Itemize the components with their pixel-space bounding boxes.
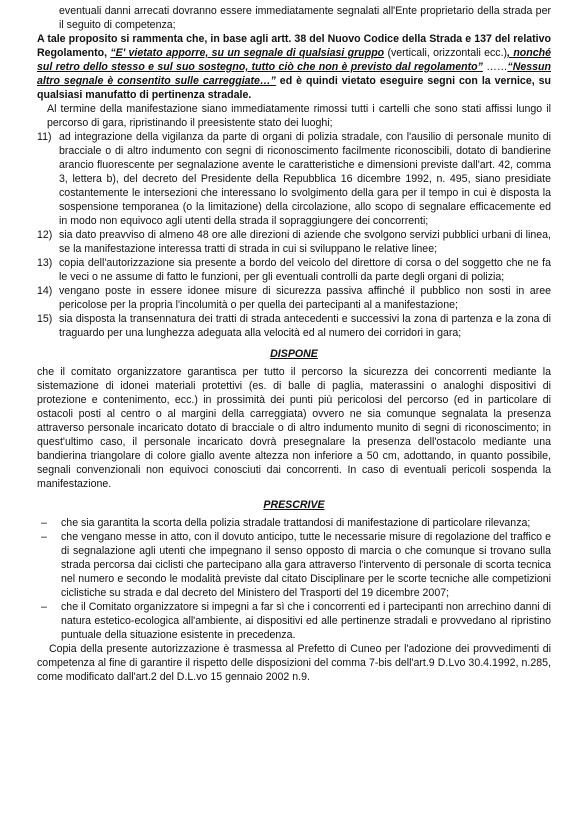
dash-bullet: – [41, 531, 47, 543]
list-item-number: 14) [37, 285, 53, 297]
notice-quote3: “Nessun altro segnale è consentito sulle carreggiate…” [37, 61, 551, 87]
prescrive-list [37, 516, 551, 642]
list-item [37, 600, 551, 642]
notice-part2: (verticali, orizzontali ecc.) [384, 47, 508, 59]
dash-bullet: – [41, 601, 47, 613]
list-item-text: ad integrazione della vigilanza da parte di organi di polizia stradale, con l'ausilio di personale munito di bracciale o di altro indumento con segni di riconoscimento facilmente riconoscibili, dotato di bandierine arancio fluorescente per segnalazione avente le caratteristiche e dimensioni previste dall'art. 42, comma 3, lettera b), del decreto del Presidente della Repubblica 16 dicembre 1992, n. 495, siano presidiate costantemente le intersezioni che interessano lo svolgimento della gara per il tempo in cui è disposta la sospensione temporanea (o la limitazione) della circolazione, allo scopo di segnalare efficacemente ed in modo non equivoco agli utenti della strada il sopraggiungere dei concorrenti; [59, 131, 551, 227]
list-item-text: che il Comitato organizzatore si impegni a far sì che i concorrenti ed i partecipanti non arrechino danni di natura estetico-ecologica all'ambiente, ai dispositivi ed alle pertinenze stradali e provvedano al ripristino puntuale della situazione esistente in precedenza. [61, 601, 551, 641]
end-of-event-paragraph: Al termine della manifestazione siano immediatamente rimossi tutti i cartelli che sono stati affissi lungo il percorso di gara, ripristinando il preesistente stato dei luoghi; [47, 103, 551, 129]
list-item-text: sia disposta la transennatura dei tratti di strada antecedenti e successivi la zona di partenza e la zona di traguardo per una lunghezza adeguata alla velocità ed al numero dei corridori in gara; [59, 313, 551, 339]
list-item [37, 228, 551, 256]
notice-quote2: , nonché sul retro dello stesso e sul suo sostegno, tutto ciò che non è previsto dal regolamento” [37, 47, 551, 73]
list-item [37, 516, 551, 530]
legal-notice [37, 32, 551, 102]
numbered-list [37, 130, 551, 340]
dash-bullet: – [41, 517, 47, 529]
intro-continuation: eventuali danni arrecati dovranno essere immediatamente segnalati all'Ente proprietario della strada per il seguito di competenza; [59, 5, 551, 31]
list-item [37, 530, 551, 600]
list-item-text: copia dell'autorizzazione sia presente a bordo del veicolo del direttore di corsa o del soggetto che ne fa le veci o ne assume di fatto le funzioni, per gli eventuali controlli da parte degli organi di polizia; [59, 257, 551, 283]
list-item-number: 12) [37, 229, 53, 241]
dispone-heading: DISPONE [270, 348, 318, 360]
notice-part1: A tale proposito si rammenta che, in base agli artt. 38 del Nuovo Codice della Strada e 137 del relativo Regolamento, [37, 33, 551, 59]
list-item [37, 130, 551, 228]
list-item-number: 11) [37, 131, 52, 143]
closing-paragraph: Copia della presente autorizzazione è trasmessa al Prefetto di Cuneo per l'adozione dei provvedimenti di competenza al fine di garantire il rispetto delle disposizioni del comma 7-bis dell'art.9 D.Lvo 30.4.1992, n.285, come modificato dall'art.2 del D.L.vo 15 gennaio 2002 n.9. [37, 643, 551, 683]
document-page [37, 4, 551, 684]
prescrive-heading: PRESCRIVE [263, 499, 325, 511]
list-item [37, 312, 551, 340]
list-item-text: vengano poste in essere idonee misure di sicurezza passiva affinché il pubblico non sosti in aree pericolose per la propria l'incolumità o per quella dei partecipanti al a manifestazione; [59, 285, 551, 311]
notice-quote1: “E' vietato apporre, su un segnale di qualsiasi gruppo [110, 47, 385, 59]
dispone-paragraph: che il comitato organizzatore garantisca per tutto il percorso la sicurezza dei concorrenti mediante la sistemazione di idonei materiali protettivi (es. di balle di paglia, materassini o analoghi dispositivi di protezione e contenimento, ecc.) in prossimità dei punti più pericolosi del percorso (ed in particolare di ostacoli posti al centro o al margini della carreggiata) ovvero ne sia comunque segnalata la presenza attraverso personale incaricato dotato di bracciale o di altro indumento munito di segni di riconoscimento; in quest'ultimo caso, il personale incaricato dovrà presegnalare la presenza dell'ostacolo mediante una bandierina triangolare di colore giallo avente altezza non inferiore a 50 cm, adottando, in quanto possibile, segnali convenzionali non equivoci conosciuti dai concorrenti. In caso di eventuali pericoli sospenda la manifestazione. [37, 366, 551, 490]
notice-part3: …… [482, 61, 508, 73]
list-item-text: sia dato preavviso di almeno 48 ore alle direzioni di aziende che svolgono servizi pubblici urbani di linea, se la manifestazione interessa tratti di strada in cui si sviluppano le relative linee; [59, 229, 551, 255]
notice-part4: ed è quindi vietato eseguire segni con la vernice, su qualsiasi manufatto di pertinenza stradale. [37, 75, 551, 101]
list-item-text: che vengano messe in atto, con il dovuto anticipo, tutte le necessarie misure di regolazione del traffico e di segnalazione agli utenti che impegnano il senso opposto di marcia o che comunque si trovano sulla strada percorsa dai ciclisti che partecipano alla gara attraverso l'intervento di personale di scorta tecnica nel numero e secondo le modalità previste dal citato Disciplinare per le scorte tecniche alle competizioni ciclistiche su strada e dal decreto del Ministero del Trasporti del 19 dicembre 2007; [61, 531, 551, 599]
list-item-number: 13) [37, 257, 53, 269]
list-item [37, 284, 551, 312]
list-item-text: che sia garantita la scorta della polizia stradale trattandosi di manifestazione di particolare rilevanza; [61, 517, 531, 529]
list-item [37, 256, 551, 284]
list-item-number: 15) [37, 313, 53, 325]
